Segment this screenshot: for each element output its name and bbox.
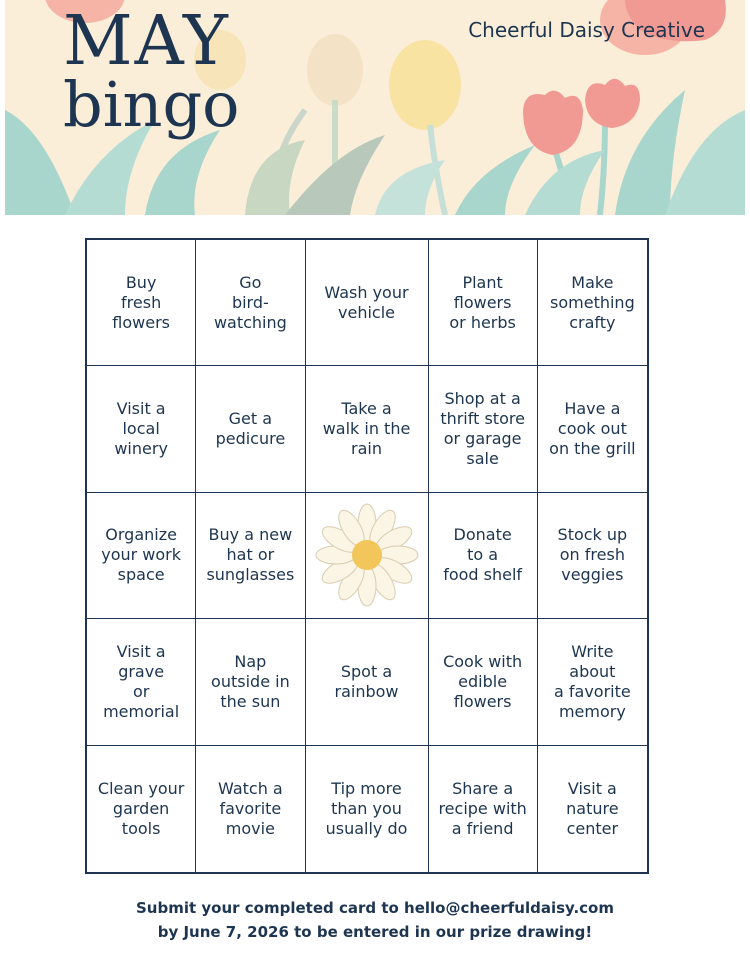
bingo-cell[interactable] xyxy=(306,240,429,366)
bingo-cell-label: Buy fresh flowers xyxy=(112,272,170,332)
bingo-cell[interactable] xyxy=(196,619,305,745)
bingo-cell-label: Tip more than you usually do xyxy=(325,778,408,838)
instructions-line-1: Submit your completed card to hello@cheerfuldaisy.com xyxy=(136,899,614,917)
bingo-cell-label: Plant flowers or herbs xyxy=(449,272,516,332)
free-space-cell[interactable] xyxy=(306,493,429,619)
header-banner xyxy=(5,0,745,215)
bingo-cell[interactable] xyxy=(538,746,647,872)
bingo-cell-label: Watch a favorite movie xyxy=(218,778,283,838)
bingo-board xyxy=(85,238,649,874)
page-title xyxy=(63,2,240,141)
bingo-cell[interactable] xyxy=(87,493,196,619)
bingo-cell[interactable] xyxy=(196,366,305,492)
bingo-cell-label: Shop at a thrift store or garage sale xyxy=(440,389,525,469)
bingo-cell-label: Make something crafty xyxy=(550,272,635,332)
bingo-cell-label: Nap outside in the sun xyxy=(211,651,290,711)
bingo-cell-label: Have a cook out on the grill xyxy=(549,399,636,459)
title-bingo: bingo xyxy=(63,68,240,141)
bingo-cell[interactable] xyxy=(538,366,647,492)
daisy-icon xyxy=(314,502,420,608)
bingo-cell[interactable] xyxy=(429,366,538,492)
bingo-cell[interactable] xyxy=(306,746,429,872)
title-month: MAY xyxy=(63,2,230,81)
instructions-line-2: by June 7, 2026 to be entered in our prize drawing! xyxy=(157,923,593,941)
bingo-cell[interactable] xyxy=(538,240,647,366)
bingo-cell[interactable] xyxy=(306,619,429,745)
bingo-cell[interactable] xyxy=(196,240,305,366)
brand-name: Cheerful Daisy Creative xyxy=(468,18,705,42)
bingo-cell-label: Clean your garden tools xyxy=(97,778,185,838)
bingo-cell[interactable] xyxy=(429,240,538,366)
bingo-cell[interactable] xyxy=(306,366,429,492)
bingo-cell[interactable] xyxy=(87,366,196,492)
bingo-cell[interactable] xyxy=(538,493,647,619)
bingo-cell[interactable] xyxy=(538,619,647,745)
bingo-cell-label: Spot a rainbow xyxy=(334,661,399,701)
bingo-cell-label: Take a walk in the rain xyxy=(322,399,411,459)
bingo-cell-label: Go bird- watching xyxy=(213,272,287,332)
bingo-cell-label: Visit a local winery xyxy=(114,399,168,459)
bingo-cell-label: Write about a favorite memory xyxy=(554,641,631,721)
bingo-cell-label: Share a recipe with a friend xyxy=(438,778,527,838)
bingo-cell[interactable] xyxy=(429,746,538,872)
bingo-cell-label: Get a pedicure xyxy=(215,409,286,449)
bingo-cell[interactable] xyxy=(196,746,305,872)
bingo-cell[interactable] xyxy=(196,493,305,619)
bingo-cell-label: Visit a grave or memorial xyxy=(103,641,180,721)
bingo-cell[interactable] xyxy=(87,619,196,745)
bingo-cell[interactable] xyxy=(87,240,196,366)
bingo-cell-label: Cook with edible flowers xyxy=(443,651,523,711)
bingo-cell[interactable] xyxy=(429,493,538,619)
bingo-cell[interactable] xyxy=(87,746,196,872)
bingo-cell-label: Organize your work space xyxy=(101,525,182,585)
bingo-cell-label: Visit a nature center xyxy=(566,778,619,838)
bingo-cell-label: Donate to a food shelf xyxy=(443,525,523,585)
bingo-cell-label: Buy a new hat or sunglasses xyxy=(206,525,295,585)
bingo-cell-label: Stock up on fresh veggies xyxy=(557,525,628,585)
bingo-cell-label: Wash your vehicle xyxy=(324,282,409,322)
submission-instructions xyxy=(0,896,750,944)
bingo-cell[interactable] xyxy=(429,619,538,745)
